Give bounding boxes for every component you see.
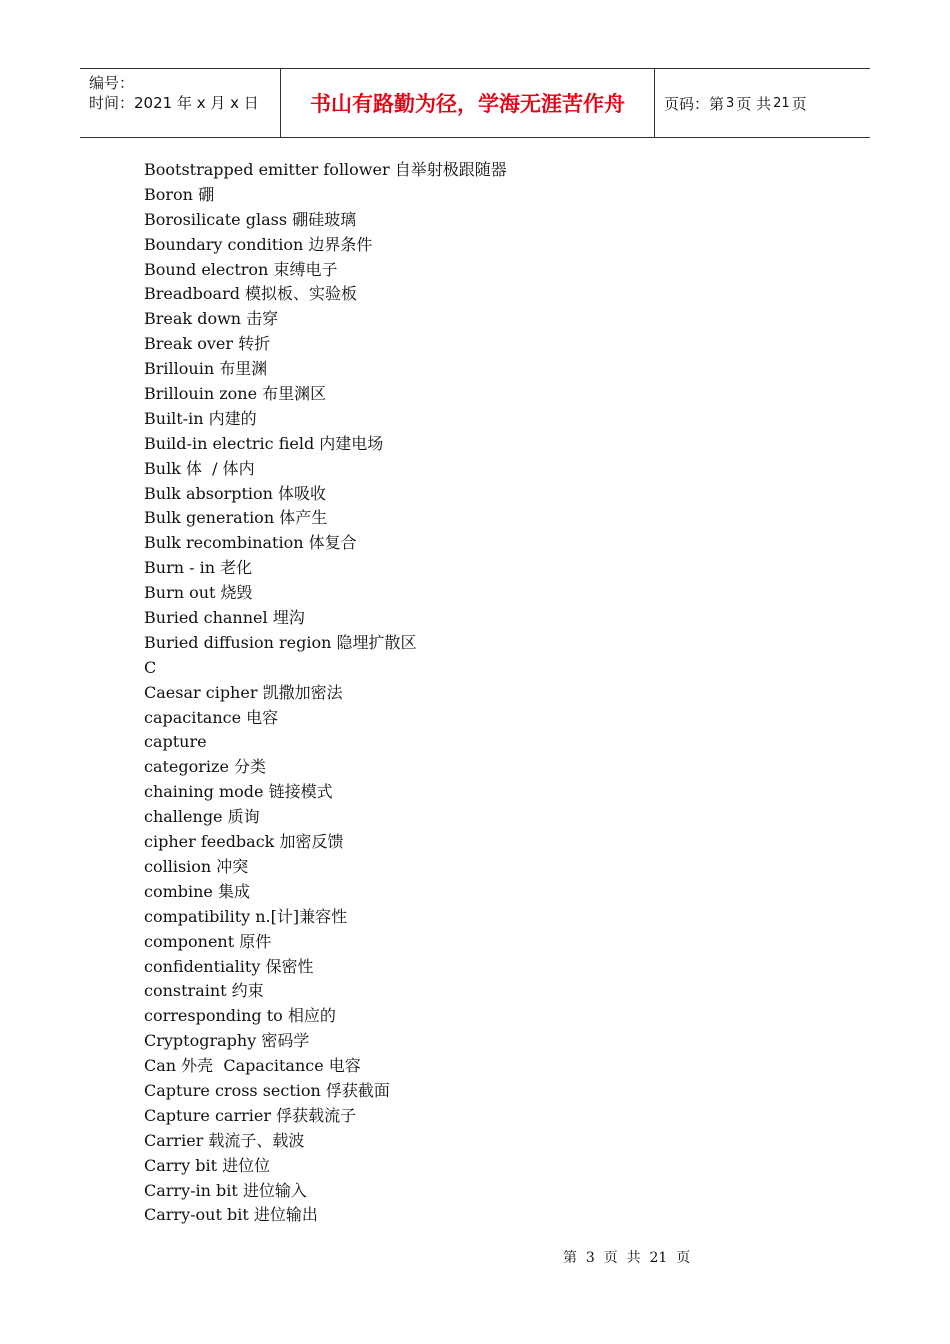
page-footer: 第 3 页 共 21 页 <box>563 1250 691 1266</box>
glossary-entry: Borosilicate glass 硼硅玻璃 <box>144 209 357 229</box>
glossary-entry: categorize 分类 <box>144 757 267 777</box>
page-total: 21 <box>773 95 790 111</box>
glossary-entry: Bootstrapped emitter follower 自举射极跟随器 <box>144 160 507 179</box>
page-mid: 页 共 <box>736 94 772 113</box>
glossary-entry: challenge 质询 <box>144 807 260 827</box>
serial-label: 编号： <box>89 74 135 92</box>
glossary-entry: cipher feedback 加密反馈 <box>144 832 344 852</box>
glossary-entry: compatibility n.[计]兼容性 <box>144 906 348 926</box>
header-motto: 书山有路勤为径，学海无涯苦作舟 <box>281 69 655 137</box>
page-prefix: 页码：第 <box>664 94 725 113</box>
glossary-entry: Carrier 载流子、载波 <box>144 1130 305 1150</box>
glossary-entry: capture <box>144 732 207 752</box>
header-page-number <box>655 69 870 137</box>
glossary-entry: Capture carrier 俘获载流子 <box>144 1105 357 1125</box>
glossary-entry: component 原件 <box>144 931 272 951</box>
glossary-list <box>144 158 844 1228</box>
glossary-entry: Bulk recombination 体复合 <box>144 533 357 553</box>
glossary-entry: Brillouin 布里渊 <box>144 359 268 379</box>
page-current: 3 <box>726 95 735 111</box>
header-meta <box>80 69 281 137</box>
time-label: 时间：2021 年 x 月 x 日 <box>89 94 259 112</box>
glossary-entry: Cryptography 密码学 <box>144 1031 310 1051</box>
glossary-entry: Built-in 内建的 <box>144 408 257 428</box>
glossary-entry: Brillouin zone 布里渊区 <box>144 384 327 404</box>
glossary-entry: Boron 硼 <box>144 184 215 204</box>
glossary-entry: Capture cross section 俘获截面 <box>144 1080 390 1100</box>
glossary-entry: Break over 转折 <box>144 334 271 354</box>
glossary-entry: Build-in electric field 内建电场 <box>144 433 384 453</box>
glossary-entry: Carry bit 进位位 <box>144 1155 271 1175</box>
glossary-entry: Caesar cipher 凯撒加密法 <box>144 682 343 702</box>
glossary-entry: Bulk 体 / 体内 <box>144 458 255 478</box>
page-suffix: 页 <box>791 94 807 113</box>
glossary-entry: capacitance 电容 <box>144 707 279 727</box>
glossary-entry: Carry-in bit 进位输入 <box>144 1180 307 1200</box>
glossary-entry: C <box>144 657 157 677</box>
glossary-entry: collision 冲突 <box>144 856 249 876</box>
glossary-entry: chaining mode 链接模式 <box>144 782 333 802</box>
glossary-entry: Burn - in 老化 <box>144 558 253 578</box>
glossary-entry: Burn out 烧毁 <box>144 583 253 603</box>
glossary-entry: corresponding to 相应的 <box>144 1006 336 1026</box>
glossary-entry: Breadboard 模拟板、实验板 <box>144 284 358 304</box>
glossary-entry: Bulk generation 体产生 <box>144 508 328 528</box>
glossary-entry: Bulk absorption 体吸收 <box>144 483 327 503</box>
glossary-entry: Bound electron 束缚电子 <box>144 259 338 279</box>
glossary-entry: Buried diffusion region 隐埋扩散区 <box>144 632 417 652</box>
glossary-entry: Break down 击穿 <box>144 309 279 329</box>
glossary-entry: Boundary condition 边界条件 <box>144 234 373 254</box>
glossary-entry: combine 集成 <box>144 881 250 901</box>
glossary-entry: Can 外壳 Capacitance 电容 <box>144 1056 361 1076</box>
glossary-entry: confidentiality 保密性 <box>144 956 314 976</box>
glossary-entry: constraint 约束 <box>144 981 264 1001</box>
glossary-entry: Carry-out bit 进位输出 <box>144 1205 318 1225</box>
glossary-entry: Buried channel 埋沟 <box>144 608 305 628</box>
page-header <box>80 68 870 138</box>
